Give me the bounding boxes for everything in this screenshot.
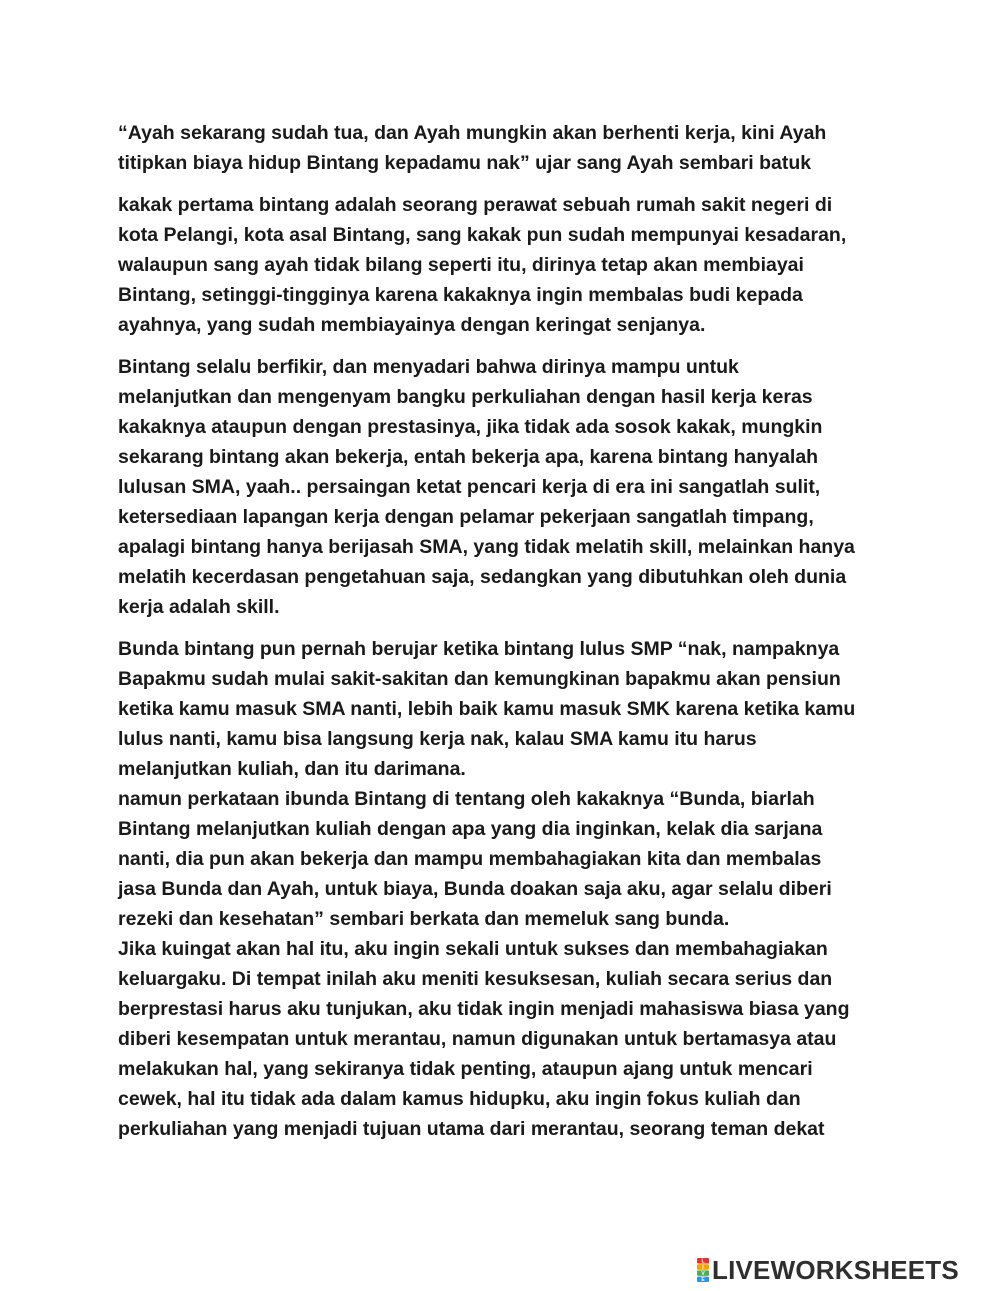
text-line: berprestasi harus aku tunjukan, aku tidak ingin menjadi mahasiswa biasa yang — [118, 998, 850, 1020]
svg-text:V: V — [701, 1271, 705, 1277]
text-line: kota Pelangi, kota asal Bintang, sang kakak pun sudah mempunyai kesadaran, — [118, 224, 847, 246]
text-line: kerja adalah skill. — [118, 596, 280, 618]
svg-text:I: I — [702, 1264, 704, 1271]
paragraph-6 — [118, 934, 918, 1144]
paragraph-2 — [118, 190, 918, 340]
text-line: melatih kecerdasan pengetahuan saja, sedangkan yang dibutuhkan oleh dunia — [118, 566, 847, 588]
svg-text:L: L — [701, 1258, 705, 1265]
paragraph-4 — [118, 634, 918, 784]
logo-text: LIVEWORKSHEETS — [712, 1255, 959, 1285]
text-line: Jika kuingat akan hal itu, aku ingin sekali untuk sukses dan membahagiakan — [118, 938, 828, 960]
text-line: namun perkataan ibunda Bintang di tentang oleh kakaknya “Bunda, biarlah — [118, 788, 815, 810]
text-line: Bintang melanjutkan kuliah dengan apa yang dia inginkan, kelak dia sarjana — [118, 818, 823, 840]
text-line: rezeki dan kesehatan” sembari berkata dan memeluk sang bunda. — [118, 908, 730, 930]
paragraph-5 — [118, 784, 918, 934]
liveworksheets-logo-icon — [697, 1258, 709, 1282]
text-line: nanti, dia pun akan bekerja dan mampu membahagiakan kita dan membalas — [118, 848, 822, 870]
text-line: jasa Bunda dan Ayah, untuk biaya, Bunda doakan saja aku, agar selalu diberi — [118, 878, 832, 900]
text-line: melakukan hal, yang sekiranya tidak penting, ataupun ajang untuk mencari — [118, 1058, 813, 1080]
text-line: melanjutkan dan mengenyam bangku perkuliahan dengan hasil kerja keras — [118, 386, 813, 408]
text-line: Bapakmu sudah mulai sakit-sakitan dan kemungkinan bapakmu akan pensiun — [118, 668, 841, 690]
text-line: ayahnya, yang sudah membiayainya dengan keringat senjanya. — [118, 314, 706, 336]
text-line: ketika kamu masuk SMA nanti, lebih baik kamu masuk SMK karena ketika kamu — [118, 698, 856, 720]
paragraph-1 — [118, 118, 918, 178]
liveworksheets-logo — [697, 1255, 959, 1285]
document-body — [118, 118, 918, 1144]
text-line: diberi kesempatan untuk merantau, namun digunakan untuk bertamasya atau — [118, 1028, 837, 1050]
text-line: walaupun sang ayah tidak bilang seperti itu, dirinya tetap akan membiayai — [118, 254, 804, 276]
text-line: perkuliahan yang menjadi tujuan utama dari merantau, seorang teman dekat — [118, 1118, 825, 1140]
text-line: cewek, hal itu tidak ada dalam kamus hidupku, aku ingin fokus kuliah dan — [118, 1088, 801, 1110]
paragraph-3 — [118, 352, 918, 622]
text-line: Bintang, setinggi-tingginya karena kakaknya ingin membalas budi kepada — [118, 284, 803, 306]
text-line: ketersediaan lapangan kerja dengan pelamar pekerjaan sangatlah timpang, — [118, 506, 814, 528]
svg-text:E: E — [701, 1277, 705, 1282]
text-line: apalagi bintang hanya berijasah SMA, yang tidak melatih skill, melainkan hanya — [118, 536, 855, 558]
text-line: sekarang bintang akan bekerja, entah bekerja apa, karena bintang hanyalah — [118, 446, 819, 468]
text-line: Bunda bintang pun pernah berujar ketika bintang lulus SMP “nak, nampaknya — [118, 638, 840, 660]
text-line: kakaknya ataupun dengan prestasinya, jika tidak ada sosok kakak, mungkin — [118, 416, 823, 438]
text-line: Bintang selalu berfikir, dan menyadari bahwa dirinya mampu untuk — [118, 356, 739, 378]
text-line: “Ayah sekarang sudah tua, dan Ayah mungkin akan berhenti kerja, kini Ayah — [118, 122, 827, 144]
text-line: titipkan biaya hidup Bintang kepadamu nak” ujar sang Ayah sembari batuk — [118, 152, 812, 174]
text-line: melanjutkan kuliah, dan itu darimana. — [118, 758, 466, 780]
text-line: kakak pertama bintang adalah seorang perawat sebuah rumah sakit negeri di — [118, 194, 833, 216]
text-line: keluargaku. Di tempat inilah aku meniti kesuksesan, kuliah secara serius dan — [118, 968, 833, 990]
text-line: lulusan SMA, yaah.. persaingan ketat pencari kerja di era ini sangatlah sulit, — [118, 476, 821, 498]
text-line: lulus nanti, kamu bisa langsung kerja nak, kalau SMA kamu itu harus — [118, 728, 757, 750]
